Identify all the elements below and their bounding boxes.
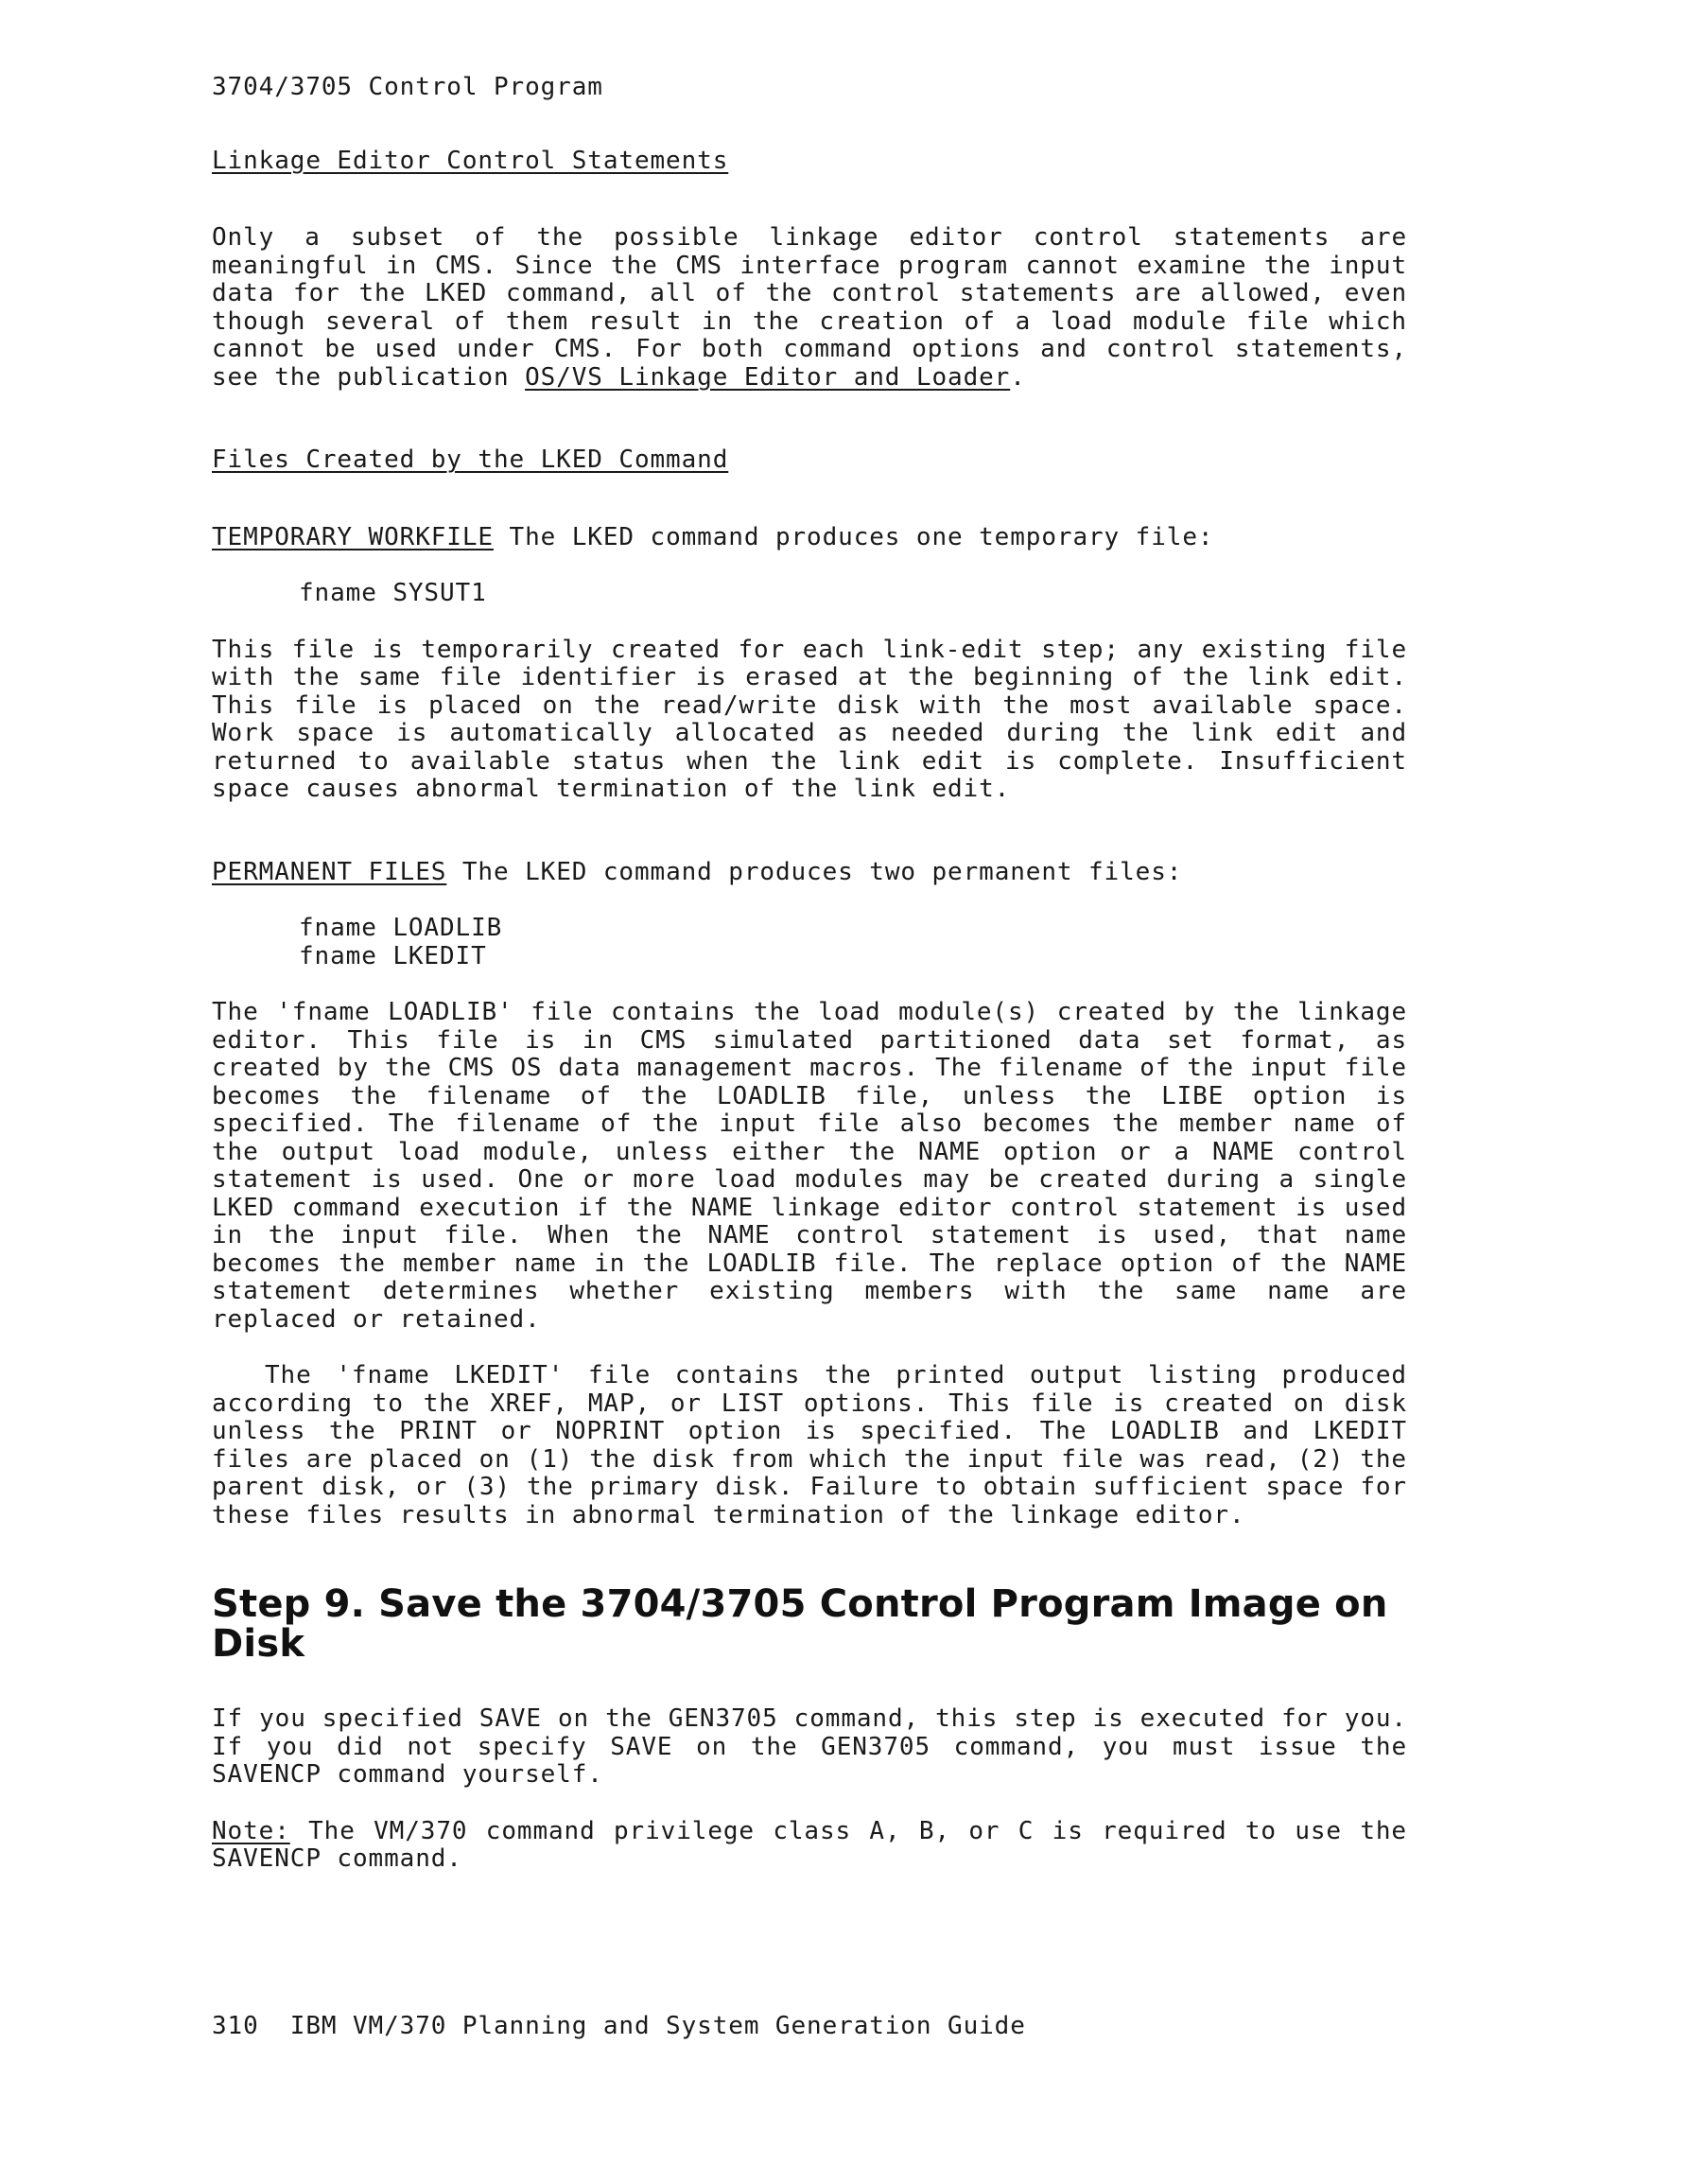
note-text: The VM/370 command privilege class A, B, or C is required to use the SAVENCP command. [212, 1816, 1407, 1873]
page-number: 310 [212, 2012, 259, 2040]
temporary-file-name: fname SYSUT1 [299, 579, 487, 607]
permanent-files-label: PERMANENT FILES [212, 857, 447, 886]
publication-title: OS/VS Linkage Editor and Loader [525, 362, 1011, 392]
temporary-file-paragraph: This file is temporarily created for each link-edit step; any existing file with the same file identifier is erased at the beginning of the link edit. This file is placed on the read/write disk with the most available space. Work space is automatically allocated as needed during the link edit and returned to available status when the link edit is complete. Insufficient space causes abnormal termination of the link edit. [212, 635, 1407, 803]
lkedit-paragraph: The 'fname LKEDIT' file contains the printed output listing produced according to the XREF, MAP, or LIST options. This file is created on disk unless the PRINT or NOPRINT option is specified. The LOADLIB and LKEDIT files are placed on (1) the disk from which the input file was read, (2) the parent disk, or (3) the primary disk. Failure to obtain sufficient space for these files results in abnormal termination of the linkage editor. [212, 1361, 1407, 1529]
page-footer [212, 2013, 1026, 2041]
step-9-paragraph: If you specified SAVE on the GEN3705 command, this step is executed for you. If you did not specify SAVE on the GEN3705 command, you must issue the SAVENCP command yourself. [212, 1704, 1407, 1789]
section-title-linkage-editor: Linkage Editor Control Statements [212, 146, 729, 175]
linkage-editor-paragraph [212, 224, 1407, 392]
permanent-file-list [299, 915, 1407, 970]
temporary-workfile-intro [212, 524, 1407, 552]
footer-book-title: IBM VM/370 Planning and System Generation Guide [289, 2012, 1026, 2040]
step-9-note [212, 1818, 1407, 1874]
section-title-files-created: Files Created by the LKED Command [212, 446, 729, 474]
loadlib-paragraph: The 'fname LOADLIB' file contains the load module(s) created by the linkage editor. This file is in CMS simulated partitioned data set format, as created by the CMS OS data management macros. The filename of the input file becomes the filename of the LOADLIB file, unless the LIBE option is specified. The filename of the input file also becomes the member name of the output load module, unless either the NAME option or a NAME control statement is used. One or more load modules may be created during a single LKED command execution if the NAME linkage editor control statement is used in the input file. When the NAME control statement is used, that name becomes the member name in the LOADLIB file. The replace option of the NAME statement determines whether existing members with the same name are replaced or retained. [212, 998, 1407, 1334]
permanent-file-lkedit: fname LKEDIT [299, 941, 487, 970]
temporary-workfile-label: TEMPORARY WORKFILE [212, 522, 494, 551]
temporary-workfile-intro-text: The LKED command produces one temporary file: [509, 522, 1214, 551]
step-9-heading: Step 9. Save the 3704/3705 Control Program Image on Disk [212, 1582, 1388, 1666]
note-label: Note: [212, 1816, 290, 1845]
permanent-file-loadlib: fname LOADLIB [299, 914, 503, 942]
permanent-files-intro [212, 859, 1407, 887]
running-head: 3704/3705 Control Program [212, 73, 603, 101]
document-page [212, 74, 1407, 1929]
permanent-files-intro-text: The LKED command produces two permanent files: [461, 857, 1183, 886]
temporary-file-list [299, 580, 1407, 608]
linkage-editor-period: . [1010, 362, 1026, 392]
linkage-editor-text: Only a subset of the possible linkage editor control statements are meaningful in CMS. Since the CMS interface program cannot examine the input data for the LKED command, all of the control statements are allowed, even though several of them result in the creation of a load module file which cannot be used under CMS. For both command options and control statements, see the publication [212, 223, 1407, 392]
